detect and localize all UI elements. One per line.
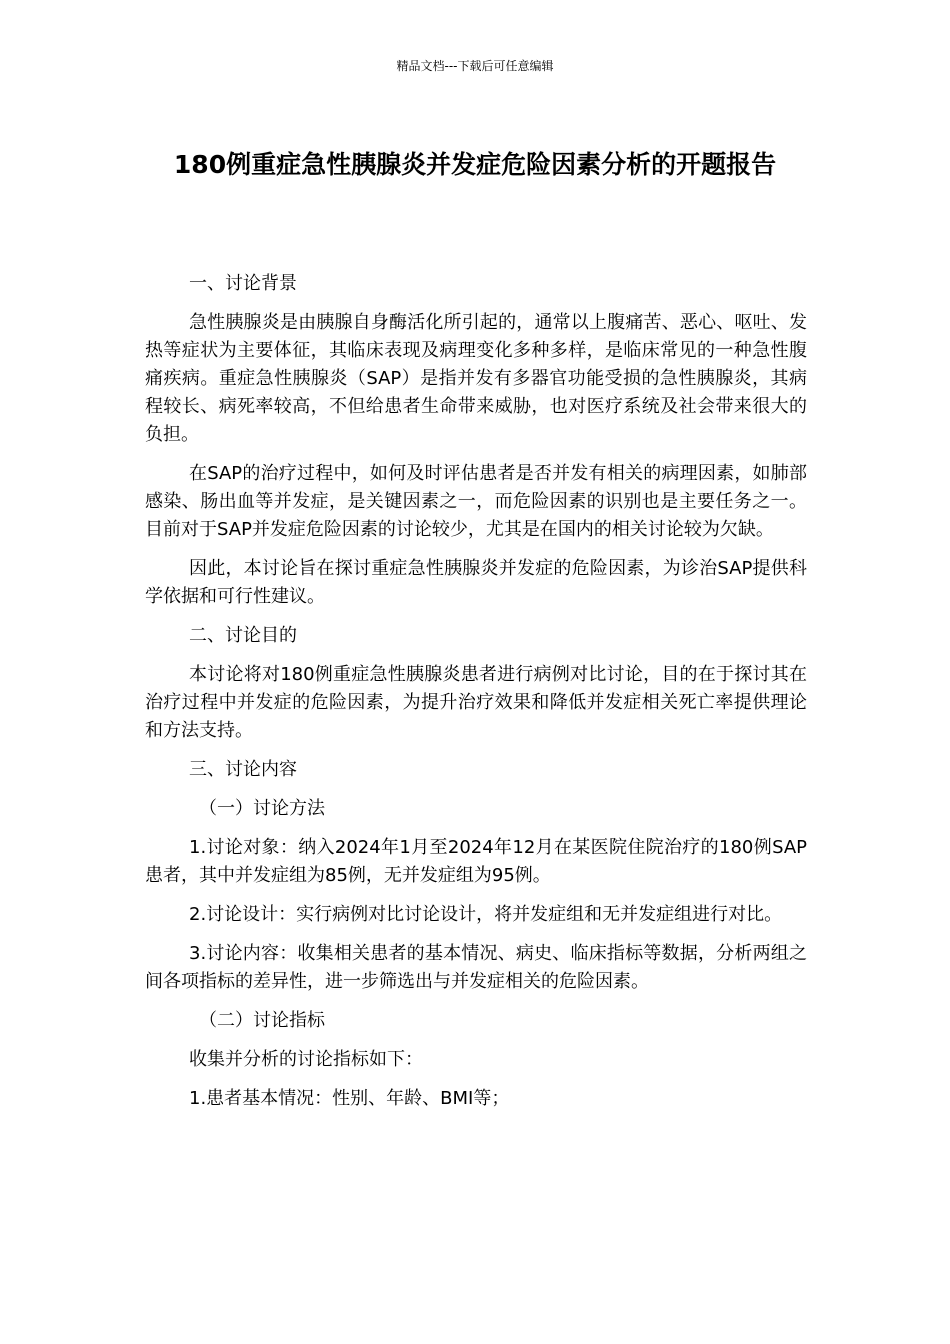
section-3-item-3: 3.讨论内容：收集相关患者的基本情况、病史、临床指标等数据，分析两组之间各项指标的差异性，进一步筛选出与并发症相关的危险因素。 xyxy=(145,943,807,992)
section-1-heading: 一、讨论背景 xyxy=(189,273,297,294)
section-1-paragraph-3: 因此，本讨论旨在探讨重症急性胰腺炎并发症的危险因素，为诊治SAP提供科学依据和可行性建议。 xyxy=(145,558,807,607)
section-3-heading: 三、讨论内容 xyxy=(189,759,297,780)
section-2-heading: 二、讨论目的 xyxy=(189,625,297,646)
section-3-subheading-indicators: （二）讨论指标 xyxy=(199,1010,325,1031)
section-3-indicator-1: 1.患者基本情况：性别、年龄、BMI等； xyxy=(189,1088,510,1109)
header-note: 精品文档---下载后可任意编辑 xyxy=(396,59,554,73)
section-3-item-2: 2.讨论设计：实行病例对比讨论设计，将并发症组和无并发症组进行对比。 xyxy=(189,904,783,925)
section-1-paragraph-2: 在SAP的治疗过程中，如何及时评估患者是否并发有相关的病理因素，如肺部感染、肠出血等并发症，是关键因素之一，而危险因素的识别也是主要任务之一。目前对于SAP并发症危险因素的讨论较少，尤其是在国内的相关讨论较为欠缺。 xyxy=(145,463,807,540)
section-3-collect-intro: 收集并分析的讨论指标如下： xyxy=(189,1049,423,1070)
section-1-paragraph-1: 急性胰腺炎是由胰腺自身酶活化所引起的，通常以上腹痛苦、恶心、呕吐、发热等症状为主要体征，其临床表现及病理变化多种多样，是临床常见的一种急性腹痛疾病。重症急性胰腺炎（SAP）是指并发有多器官功能受损的急性胰腺炎，其病程较长、病死率较高，不但给患者生命带来威胁，也对医疗系统及社会带来很大的负担。 xyxy=(145,312,807,445)
section-3-item-1: 1.讨论对象：纳入2024年1月至2024年12月在某医院住院治疗的180例SAP患者，其中并发症组为85例，无并发症组为95例。 xyxy=(145,837,807,886)
document-title: 180例重症急性胰腺炎并发症危险因素分析的开题报告 xyxy=(173,150,777,179)
section-2-paragraph-1: 本讨论将对180例重症急性胰腺炎患者进行病例对比讨论，目的在于探讨其在治疗过程中并发症的危险因素，为提升治疗效果和降低并发症相关死亡率提供理论和方法支持。 xyxy=(145,664,807,741)
document-body xyxy=(145,270,807,1113)
section-3-subheading-methods: （一）讨论方法 xyxy=(199,798,325,819)
